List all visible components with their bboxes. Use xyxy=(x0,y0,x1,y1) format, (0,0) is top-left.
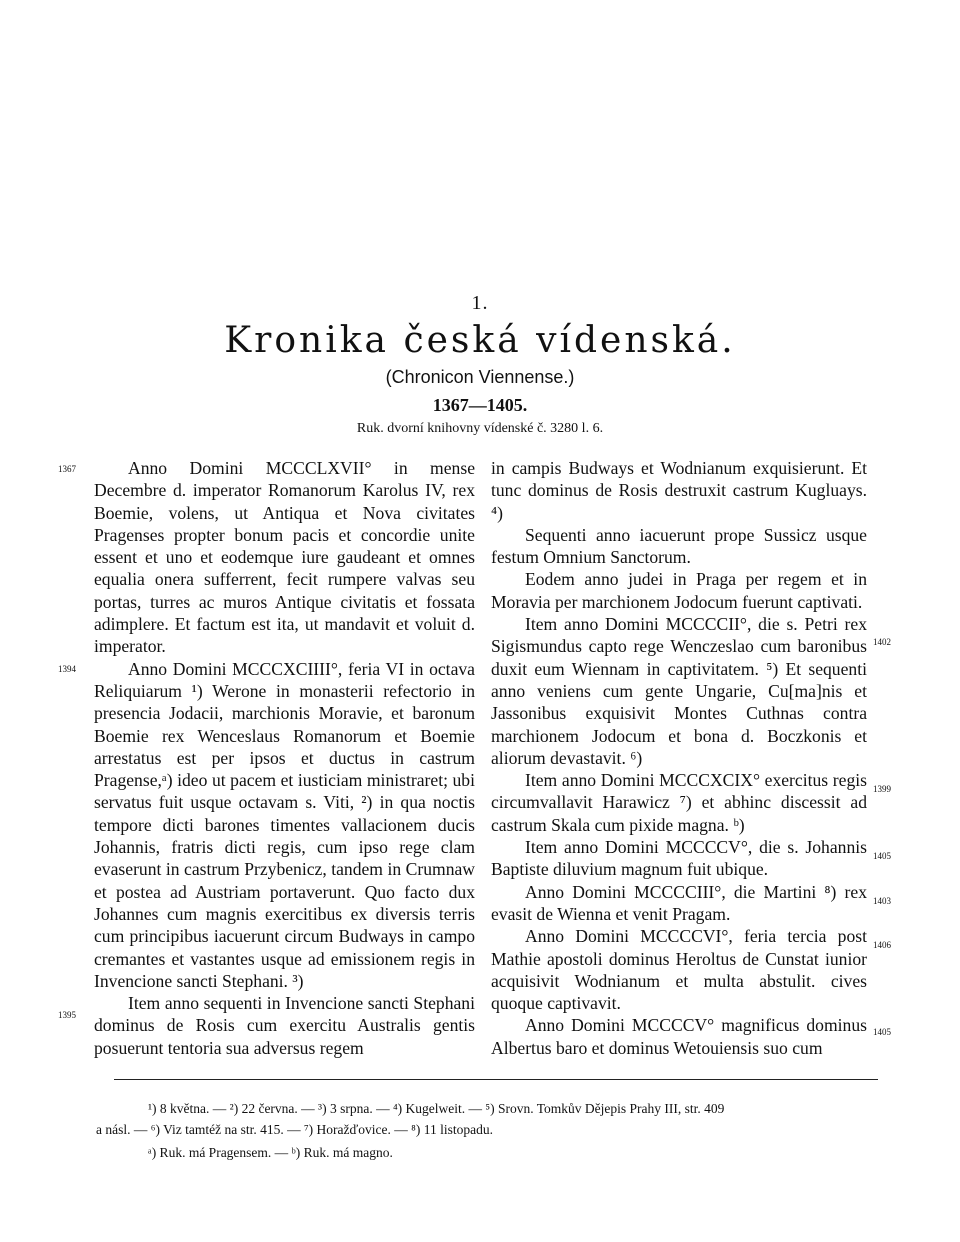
margin-year: 1367 xyxy=(58,464,76,474)
margin-year: 1395 xyxy=(58,1010,76,1020)
footnote-line: ¹) 8 května. — ²) 22 června. — ³) 3 srpna. — ⁴) Kugelweit. — ⁵) Srovn. Tomkův Dějepis Prahy III, str. 409 xyxy=(148,1101,725,1116)
chronicle-entry: Anno Domini MCCCCVI°, feria tercia post Mathie apostoli dominus Heroltus de Cunstat iunior acquisivit Wodnianum et multa abstulit. cives quoque captivavit. xyxy=(491,926,867,1014)
footnote-line: a násl. — ⁶) Viz tamtéž na str. 415. — ⁷) Horažďovice. — ⁸) 11 listopadu. xyxy=(96,1122,493,1137)
chronicle-entry: Anno Domini MCCCLXVII° in mense Decembre d. imperator Romanorum Karolus IV, rex Boemie, volens, ut Antiqua et Nova civitates Pragenses propter bonum pacis et concordie unite essent et uno et eodemque iure gaudeant et omnes equalia onera sufferrent, fecit rumpere valvas seu portas, turres ac muros Antique civitatis et fossata adimplere. Et factum est ita, ut mandavit et voluit d. imperator. xyxy=(94,458,475,657)
footnote-line: ᵃ) Ruk. má Pragensem. — ᵇ) Ruk. má magno. xyxy=(148,1145,393,1160)
margin-year: 1402 xyxy=(873,637,891,647)
margin-year: 1403 xyxy=(873,896,891,906)
chronicle-entry: Item anno Domini MCCCCII°, die s. Petri rex Sigismundus capto rege Wenczeslao cum baronibus duxit eum Wiennam in captivitatem. ⁵) Et sequenti anno veniens cum gente Ungarie, Cu[ma]nis et Jassonibus exquisivit Montes Cuthnas contra marchionem Jodocum et bona d. Boczkonis et aliorum devastavit. ⁶) xyxy=(491,614,867,768)
chronicle-entry: Item anno sequenti in Invencione sancti Stephani dominus de Rosis cum exercitu Australis gentis posuerunt tentoria sua adversus regem xyxy=(94,993,475,1058)
chronicle-entry: Eodem anno judei in Praga per regem et in Moravia per marchionem Jodocum fuerunt captivati. xyxy=(491,569,867,612)
chronicle-entry: Sequenti anno iacuerunt prope Sussicz usque festum Omnium Sanctorum. xyxy=(491,524,867,568)
margin-year: 1399 xyxy=(873,784,891,794)
chronicle-entry: Item anno Domini MCCCXCIX° exercitus regis circumvallavit Harawicz ⁷) et abhinc discessit ad castrum Skala cum pixide magna. ᵇ) xyxy=(491,770,867,835)
manuscript-source: Ruk. dvorní knihovny vídenské č. 3280 l. 6. xyxy=(356,421,604,436)
margin-year: 1405 xyxy=(873,851,891,861)
footnote-divider xyxy=(114,1079,878,1080)
chapter-number: 1. xyxy=(471,292,489,314)
chronicle-entry: in campis Budways et Wodnianum exquisierunt. Et tunc dominus de Rosis destruxit castrum Kugluays. ⁴) xyxy=(491,458,867,523)
year-range: 1367—1405. xyxy=(432,395,528,415)
margin-year: 1405 xyxy=(873,1027,891,1037)
chronicle-entry: Anno Domini MCCCCIII°, die Martini ⁸) rex evasit de Wienna et venit Pragam. xyxy=(491,881,867,924)
left-text-column xyxy=(94,457,475,1059)
chronicle-entry: Item anno Domini MCCCCV°, die s. Johannis Baptiste diluvium magnum fuit ubique. xyxy=(491,837,867,880)
chronicle-entry: Anno Domini MCCCXCIIII°, feria VI in octava Reliquiarum ¹) Werone in monasterii refectorio in presencia Jodacii, marchionis Moravie, et baronum Boemie rex Wenceslaus Romanorum et Boemie arrestatus est per ipsos et ductus in castrum Pragense,ᵃ) ideo ut pacem et iusticiam ministraret; ubi servatus fuit usque octavam s. Viti, ²) in qua noctis tempore dicti barones timentes vallacionem ducis Johannis, fratris dicti regis, cum ipso rege clam evaserunt in castrum Przybenicz, tandem in Crumnaw et postea ad Austriam portaverunt. Quo facto dux Johannes cum magnis exercitibus ex diversis terris cum principibus iacuerunt circum Budways in campo cremantes et vastantes usque ad emissionem regis in Invencione sancti Stephani. ³) xyxy=(94,658,475,991)
latin-subtitle: (Chronicon Viennense.) xyxy=(385,367,575,387)
chronicle-entry: Anno Domini MCCCCV° magnificus dominus Albertus baro et dominus Wetouiensis suo cum xyxy=(491,1015,867,1058)
right-text-column xyxy=(491,457,867,1059)
margin-year: 1406 xyxy=(873,940,891,950)
margin-year: 1394 xyxy=(58,664,76,674)
page-title: Kronika česká vídenská. xyxy=(224,320,736,361)
